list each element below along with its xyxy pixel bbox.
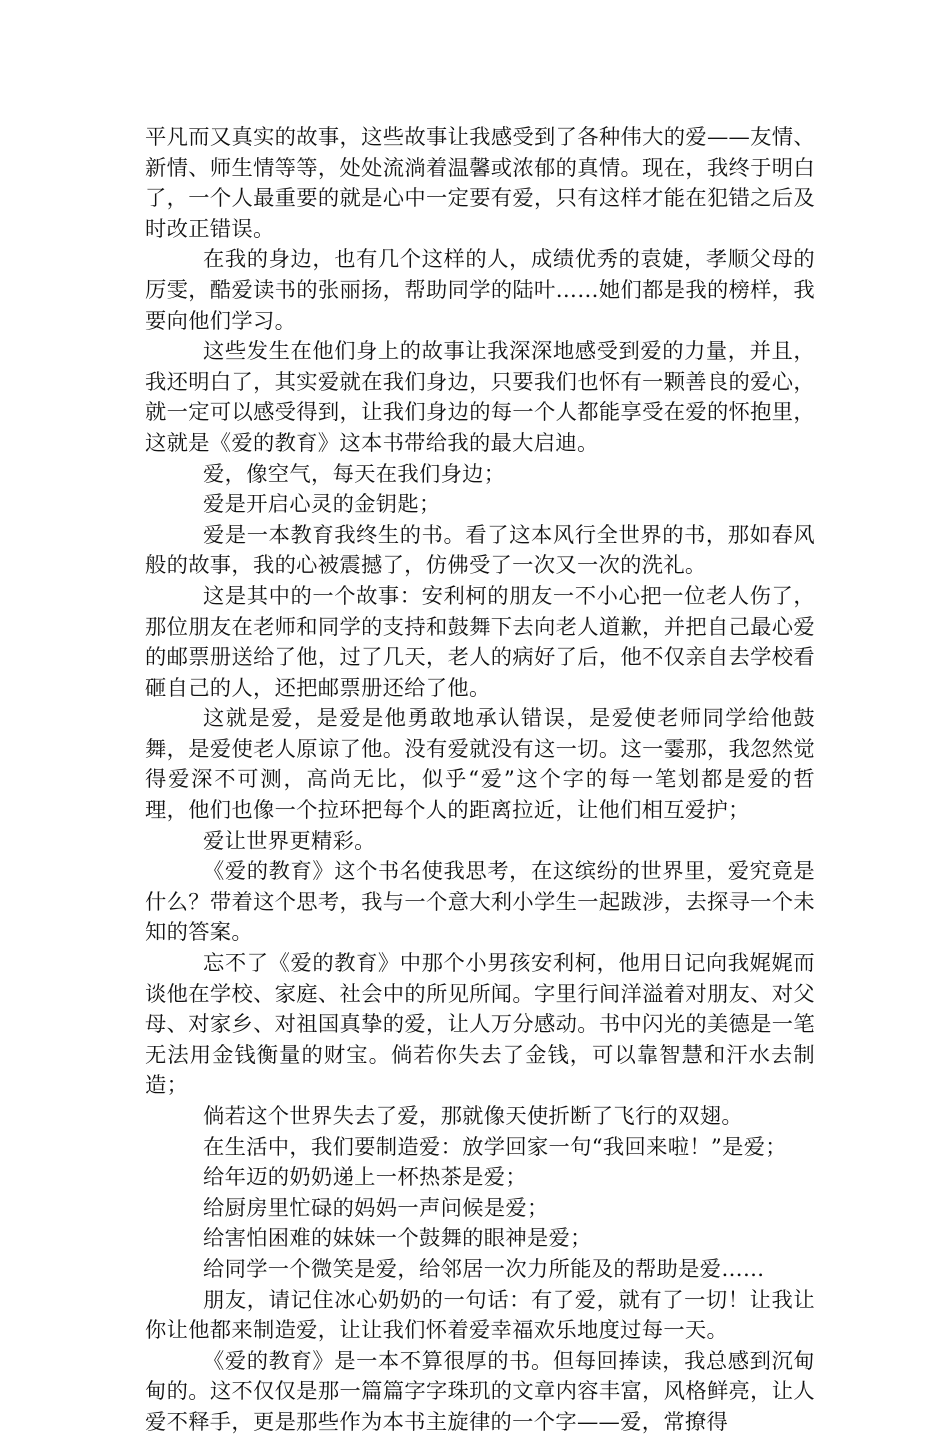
paragraph: 在我的身边，也有几个这样的人，成绩优秀的袁婕，孝顺父母的厉雯，酷爱读书的张丽扬，帮助同学的陆叶……她们都是我的榜样，我要向他们学习。 bbox=[145, 247, 815, 334]
paragraph: 倘若这个世界失去了爱，那就像天使折断了飞行的双翅。 bbox=[203, 1104, 743, 1129]
paragraph: 朋友，请记住冰心奶奶的一句话：有了爱，就有了一切！让我让你让他都来制造爱，让让我们怀着爱幸福欢乐地度过每一天。 bbox=[145, 1287, 815, 1344]
paragraph: 爱是一本教育我终生的书。看了这本风行全世界的书，那如春风般的故事，我的心被震撼了，仿佛受了一次又一次的洗礼。 bbox=[145, 522, 815, 579]
paragraph: 这就是爱，是爱是他勇敢地承认错误，是爱使老师同学给他鼓舞，是爱使老人原谅了他。没有爱就没有这一切。这一霎那，我忽然觉得爱深不可测，高尚无比，似乎“爱”这个字的每一笔划都是爱的哲理，他们也像一个拉环把每个人的距离拉近，让他们相互爱护； bbox=[145, 706, 815, 824]
document-body bbox=[145, 123, 815, 1439]
paragraph: 这些发生在他们身上的故事让我深深地感受到爱的力量，并且，我还明白了，其实爱就在我们身边，只要我们也怀有一颗善良的爱心，就一定可以感受得到，让我们身边的每一个人都能享受在爱的怀抱里，这就是《爱的教育》这本书带给我的最大启迪。 bbox=[145, 339, 815, 456]
paragraph: 这是其中的一个故事：安利柯的朋友一不小心把一位老人伤了，那位朋友在老师和同学的支持和鼓舞下去向老人道歉，并把自己最心爱的邮票册送给了他，过了几天，老人的病好了后，他不仅亲自去学校看砸自己的人，还把邮票册还给了他。 bbox=[145, 583, 815, 701]
paragraph: 给同学一个微笑是爱，给邻居一次力所能及的帮助是爱…… bbox=[203, 1256, 765, 1282]
paragraph: 爱，像空气，每天在我们身边； bbox=[203, 461, 506, 487]
paragraph: 《爱的教育》这个书名使我思考，在这缤纷的世界里，爱究竟是什么？带着这个思考，我与一个意大利小学生一起跋涉，去探寻一个未知的答案。 bbox=[145, 859, 815, 946]
paragraph: 《爱的教育》是一本不算很厚的书。但每回捧读，我总感到沉甸甸的。这不仅仅是那一篇篇字字珠玑的文章内容丰富，风格鲜亮，让人爱不释手，更是那些作为本书主旋律的一个字——爱，常撩得 bbox=[145, 1348, 815, 1435]
paragraph: 给厨房里忙碌的妈妈一声问候是爱； bbox=[203, 1195, 549, 1221]
paragraph: 忘不了《爱的教育》中那个小男孩安利柯，他用日记向我娓娓而谈他在学校、家庭、社会中的所见所闻。字里行间洋溢着对朋友、对父母、对家乡、对祖国真挚的爱，让人万分感动。书中闪光的美德是一笔无法用金钱衡量的财宝。倘若你失去了金钱，可以靠智慧和汗水去制造； bbox=[145, 951, 815, 1099]
paragraph: 爱是开启心灵的金钥匙； bbox=[203, 492, 441, 518]
paragraph: 给年迈的奶奶递上一杯热茶是爱； bbox=[203, 1165, 527, 1191]
paragraph: 爱让世界更精彩。 bbox=[203, 828, 376, 854]
paragraph: 给害怕困难的妹妹一个鼓舞的眼神是爱； bbox=[203, 1226, 592, 1252]
paragraph: 在生活中，我们要制造爱：放学回家一句“我回来啦！”是爱； bbox=[203, 1134, 787, 1160]
paragraph: 平凡而又真实的故事，这些故事让我感受到了各种伟大的爱——友情、新情、师生情等等，处处流淌着温馨或浓郁的真情。现在，我终于明白了，一个人最重要的就是心中一定要有爱，只有这样才能在犯错之后及时改正错误。 bbox=[145, 125, 815, 242]
